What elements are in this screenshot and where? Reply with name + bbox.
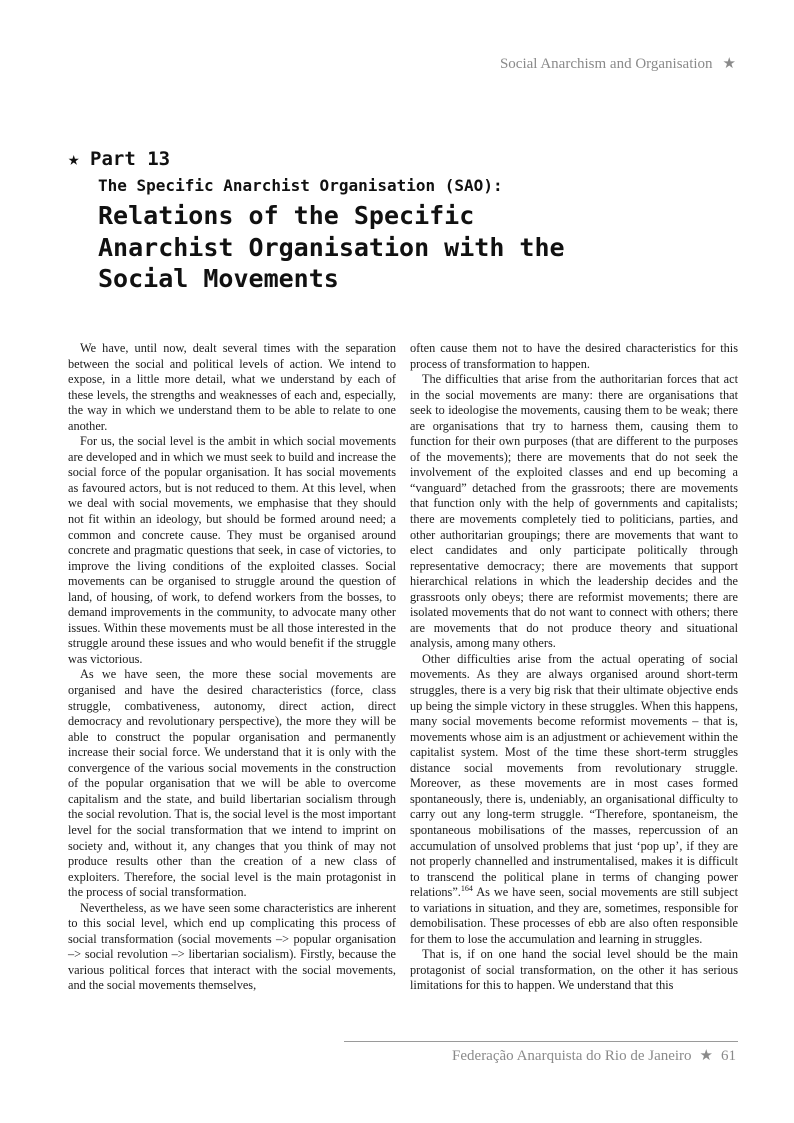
paragraph: As we have seen, the more these social movements are organised and have the desired characteristics (force, class struggle, combativeness, autonomy, direct action, direct democracy and revolutionary perspective), the more they will be able to construct the popular organisation and permanently increase their social force. We understand that it is only with the convergence of the various social movements in the construction of the popular organisation that we will be able to overcome capitalism and the state, and build libertarian socialism through the social revolution. That is, the social level is the most important level for the social transformation that we intend to imprint on society and, without it, any changes that you think of may not produce results other than the creation of a new class of exploiters. Therefore, the social level is the main protagonist in the process of social transformation. bbox=[68, 667, 396, 900]
footnote-reference: 164 bbox=[460, 884, 473, 894]
running-head-title: Social Anarchism and Organisation bbox=[499, 56, 713, 72]
star-icon: ★ bbox=[68, 148, 80, 170]
paragraph bbox=[410, 652, 738, 947]
footer bbox=[452, 1046, 736, 1065]
paragraph-text: As we have seen, social movements are still subject to variations in situation, and they are, sometimes, responsible for demobilisation. These processes of ebb are also often responsible for them to lose the accumulation and learning in struggles. bbox=[410, 885, 738, 946]
chapter-title-line: Anarchist Organisation with the bbox=[98, 232, 565, 262]
paragraph-continued: often cause them not to have the desired characteristics for this process of transformation to happen. bbox=[410, 341, 738, 371]
page-number: 61 bbox=[721, 1048, 736, 1064]
part-line bbox=[68, 146, 708, 172]
chapter-title bbox=[98, 200, 708, 295]
paragraph-text: Other difficulties arise from the actual operating of social movements. As they are always organised around short-term struggles, there is a very big risk that their ultimate objective ends up being the simple victory in these struggles. When this happens, many social movements become reformist movements – that is, movements whose aim is an adjustment or achievement within the capitalist system. Most of the time these short-term struggles distance social movements from revolutionary struggle. Moreover, as these movements are in most cases formed spontaneously, there is, undeniably, an organisational difficulty to carry out any long-term struggle. “Therefore, spontaneism, the spontaneous mobilisations of the masses, repercussion of an accumulation of unsolved problems that just ‘pop up’, if they are not properly channelled and instrumentalised, makes it is difficult to transcend the political plane in terms of changing power relations”. bbox=[410, 651, 738, 900]
paragraph: That is, if on one hand the social level should be the main protagonist of social transformation, on the other it has serious limitations for this to happen. We understand that this bbox=[410, 947, 738, 993]
footer-rule bbox=[344, 1041, 738, 1042]
chapter-title-line: Social Movements bbox=[98, 264, 339, 293]
paragraph: For us, the social level is the ambit in which social movements are developed and in which we must seek to build and increase the social force of the popular organisation. It has social movements as favoured actors, but is not reduced to them. At this level, when we deal with social movements, we emphasise that they should not fit within an ideology, but should be formed around need; a common and concrete cause. They must be organised around concrete and pragmatic questions that seek, in case of victories, to improve the living conditions of the exploited classes. Social movements can be organised to struggle around the question of land, of housing, of work, to defend workers from the bosses, to demand improvements in the community, to advocate many other issues. Within these movements must be all those interested in the struggle around these issues and who would benefit if the struggle was victorious. bbox=[68, 434, 396, 666]
paragraph: We have, until now, dealt several times with the separation between the social and political levels of action. We intend to expose, in a little more detail, what we understand by each of these levels, the strengths and weaknesses of each and, especially, the way in which we understand them to be able to relate to one another. bbox=[68, 341, 396, 433]
paragraph: The difficulties that arise from the authoritarian forces that act in the social movements are many: there are organisations that seek to ideologise the movements, causing them to be weak; there are organisations that try to harness them, causing them to function for their own purposes (that are different to the purposes of the movements); there are movements that do not seek the involvement of the exploited classes and end up becoming a “vanguard” detached from the grassroots; there are movements that function only with the help of governments and capitalists; there are movements completely tied to politicians, parties, and other authoritarian groupings; there are movements that want to elect candidates and only participate politically through representative democracy; there are movements that support hierarchical relations in which the leadership decides and the grassroots only obeys; there are reformist movements; there are isolated movements that do not want to connect with others; there are movements that do not produce theory and situational analysis, among many others. bbox=[410, 372, 738, 651]
part-label: Part 13 bbox=[90, 148, 171, 170]
body-text bbox=[68, 341, 738, 994]
running-head bbox=[500, 54, 736, 73]
chapter-heading bbox=[68, 146, 708, 295]
star-icon: ★ bbox=[722, 56, 736, 72]
left-column bbox=[68, 341, 396, 994]
chapter-subtitle: The Specific Anarchist Organisation (SAO): bbox=[98, 176, 503, 195]
star-icon: ★ bbox=[699, 1048, 713, 1064]
paragraph: Nevertheless, as we have seen some characteristics are inherent to this social level, which end up complicating this process of social transformation (social movements –> popular organisation –> social revolution –> libertarian socialism). Firstly, because the various political forces that interact with the social movements, and the social movements themselves, bbox=[68, 900, 396, 993]
chapter-title-line: Relations of the Specific bbox=[98, 201, 475, 230]
right-column bbox=[410, 341, 738, 994]
footer-publisher: Federação Anarquista do Rio de Janeiro bbox=[452, 1048, 692, 1064]
